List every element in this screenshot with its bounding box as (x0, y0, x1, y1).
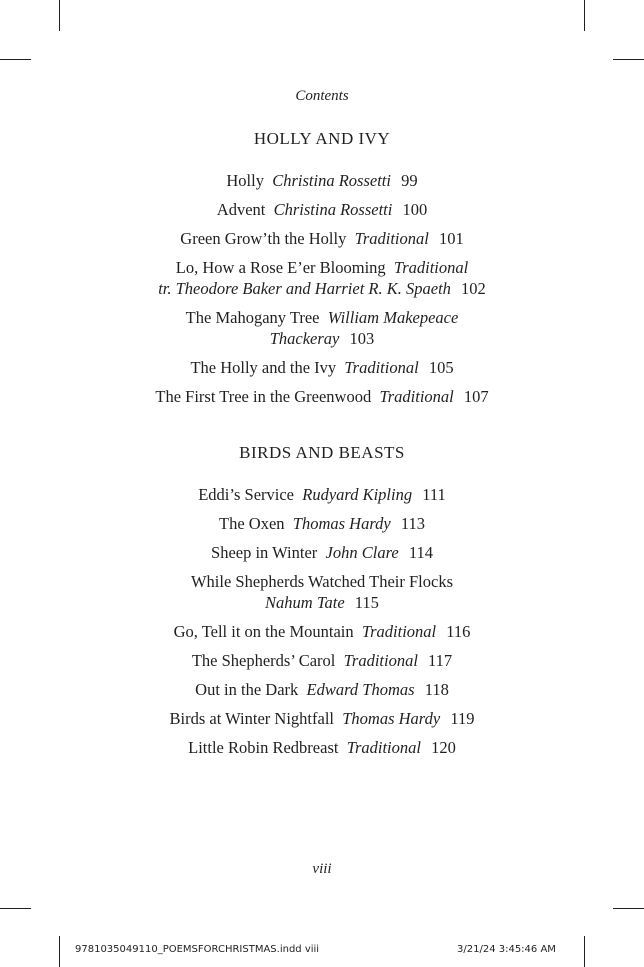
entry-line-2 (0, 328, 644, 349)
entry-author: Traditional (343, 651, 418, 670)
entry-page: 99 (401, 171, 418, 190)
entry-page: 105 (428, 358, 454, 377)
toc-entry[interactable] (0, 621, 644, 642)
toc-entry[interactable] (0, 257, 644, 299)
entry-title: The Holly and the Ivy (190, 358, 337, 377)
entry-title: Holly (226, 171, 264, 190)
entry-page: 100 (402, 200, 428, 219)
toc-entry[interactable] (0, 737, 644, 758)
entry-title: While Shepherds Watched Their Flocks (190, 572, 453, 591)
toc-entry[interactable] (0, 542, 644, 563)
entry-title: Little Robin Redbreast (188, 738, 339, 757)
entry-page: 120 (431, 738, 456, 757)
entry-page: 103 (349, 329, 375, 348)
entry-title: Eddi’s Service (198, 485, 294, 504)
entry-title: Out in the Dark (195, 680, 299, 699)
entry-author-continued: Thackeray (269, 329, 340, 348)
entry-title: The Mahogany Tree (185, 308, 320, 327)
toc-entry[interactable] (0, 228, 644, 249)
section-heading-holly-and-ivy: HOLLY AND IVY (253, 129, 391, 148)
toc-entry[interactable] (0, 679, 644, 700)
entry-line-2 (0, 278, 644, 299)
entry-author: Thomas Hardy (342, 709, 441, 728)
page-folio: viii (312, 861, 332, 877)
toc-entry[interactable] (0, 199, 644, 220)
crop-mark-right-top (613, 59, 644, 60)
entry-author: Christina Rossetti (272, 171, 391, 190)
entry-page: 107 (463, 387, 489, 406)
entry-author: Traditional (346, 738, 421, 757)
entry-author: Rudyard Kipling (302, 485, 413, 504)
slug-timestamp: 3/21/24 3:45:46 AM (457, 944, 556, 955)
entry-author: John Clare (325, 543, 399, 562)
entry-title: The First Tree in the Greenwood (155, 387, 372, 406)
crop-mark-left-top (0, 59, 31, 60)
crop-mark-right-bottom (613, 908, 644, 909)
entry-title: Advent (216, 200, 266, 219)
toc-list-holly-and-ivy (0, 170, 644, 415)
entry-author: Traditional (379, 387, 454, 406)
entry-page: 118 (424, 680, 449, 699)
entry-page: 113 (400, 514, 425, 533)
crop-mark-bottom-left (59, 936, 60, 967)
section-heading-birds-and-beasts: BIRDS AND BEASTS (239, 443, 405, 462)
entry-author: Nahum Tate (265, 593, 345, 612)
toc-entry[interactable] (0, 513, 644, 534)
entry-line-2 (0, 592, 644, 613)
entry-author: Christina Rossetti (273, 200, 393, 219)
entry-title: The Shepherds’ Carol (191, 651, 336, 670)
entry-translator: tr. Theodore Baker and Harriet R. K. Spaeth (158, 279, 451, 298)
entry-author: Traditional (361, 622, 437, 641)
entry-line-1 (0, 307, 644, 328)
entry-title: Green Grow’th the Holly (180, 229, 347, 248)
entry-page: 119 (450, 709, 475, 728)
entry-page: 115 (354, 593, 379, 612)
entry-title: The Oxen (219, 514, 285, 533)
entry-author: Thomas Hardy (292, 514, 391, 533)
entry-page: 114 (408, 543, 433, 562)
slug-filename: 9781035049110_POEMSFORCHRISTMAS.indd viii (75, 944, 320, 955)
toc-entry[interactable] (0, 170, 644, 191)
toc-entry[interactable] (0, 571, 644, 613)
entry-line-1 (0, 571, 644, 592)
toc-list-birds-and-beasts (0, 484, 644, 766)
toc-entry[interactable] (0, 650, 644, 671)
crop-mark-top-left (59, 0, 60, 31)
crop-mark-left-bottom (0, 908, 31, 909)
toc-entry[interactable] (0, 357, 644, 378)
entry-author: Traditional (354, 229, 429, 248)
toc-entry[interactable] (0, 307, 644, 349)
entry-author: Traditional (344, 358, 419, 377)
entry-author: Traditional (393, 258, 469, 277)
entry-title: Go, Tell it on the Mountain (173, 622, 354, 641)
toc-entry[interactable] (0, 484, 644, 505)
entry-page: 116 (446, 622, 471, 641)
running-head: Contents (295, 88, 349, 104)
entry-line-1 (0, 257, 644, 278)
entry-author: Edward Thomas (306, 680, 415, 699)
entry-title: Sheep in Winter (211, 543, 318, 562)
entry-page: 101 (438, 229, 464, 248)
toc-entry[interactable] (0, 708, 644, 729)
entry-page: 102 (461, 279, 486, 298)
toc-entry[interactable] (0, 386, 644, 407)
crop-mark-top-right (584, 0, 585, 31)
entry-title: Birds at Winter Nightfall (169, 709, 334, 728)
entry-title: Lo, How a Rose E’er Blooming (175, 258, 386, 277)
entry-author: William Makepeace (327, 308, 459, 327)
entry-page: 117 (428, 651, 453, 670)
entry-page: 111 (422, 485, 446, 504)
crop-mark-bottom-right (584, 936, 585, 967)
